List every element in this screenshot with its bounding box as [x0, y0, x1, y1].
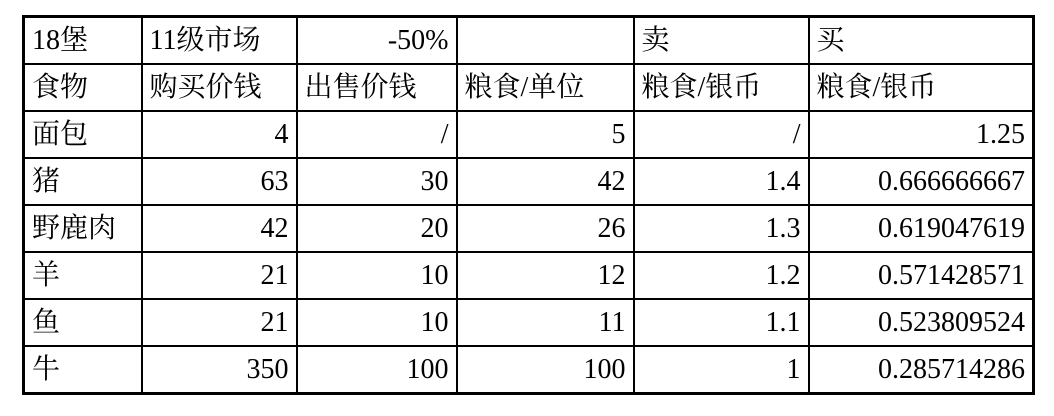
cell-buy-price: 4	[142, 111, 297, 158]
cell-buy-price: 350	[142, 346, 297, 394]
table-row	[24, 299, 1034, 346]
header-sell-food-per-silver: 粮食/银币	[634, 64, 809, 111]
header-fort: 18堡	[24, 17, 142, 65]
cell-buy-price: 21	[142, 299, 297, 346]
cell-food-per-unit: 100	[457, 346, 634, 394]
cell-buy-price: 21	[142, 252, 297, 299]
table-row-title	[24, 17, 1034, 65]
table-row	[24, 205, 1034, 252]
cell-buy-ratio: 0.523809524	[809, 299, 1034, 346]
cell-sell-price: 10	[297, 252, 457, 299]
header-sell: 卖	[634, 17, 809, 65]
header-food: 食物	[24, 64, 142, 111]
header-buy-price: 购买价钱	[142, 64, 297, 111]
cell-sell-price: 30	[297, 158, 457, 205]
cell-buy-price: 63	[142, 158, 297, 205]
cell-food-per-unit: 12	[457, 252, 634, 299]
price-table	[22, 15, 1035, 395]
cell-food-per-unit: 5	[457, 111, 634, 158]
cell-buy-price: 42	[142, 205, 297, 252]
table-row-columns	[24, 64, 1034, 111]
cell-buy-ratio: 1.25	[809, 111, 1034, 158]
cell-sell-ratio: 1	[634, 346, 809, 394]
cell-food-name: 面包	[24, 111, 142, 158]
table-row	[24, 158, 1034, 205]
cell-sell-ratio: /	[634, 111, 809, 158]
cell-buy-ratio: 0.666666667	[809, 158, 1034, 205]
cell-buy-ratio: 0.285714286	[809, 346, 1034, 394]
cell-sell-ratio: 1.4	[634, 158, 809, 205]
header-sell-price: 出售价钱	[297, 64, 457, 111]
header-discount: -50%	[297, 17, 457, 65]
cell-sell-price: 10	[297, 299, 457, 346]
cell-sell-price: /	[297, 111, 457, 158]
table-row	[24, 346, 1034, 394]
cell-buy-ratio: 0.619047619	[809, 205, 1034, 252]
cell-food-per-unit: 26	[457, 205, 634, 252]
cell-food-name: 牛	[24, 346, 142, 394]
table-row	[24, 111, 1034, 158]
cell-food-name: 猪	[24, 158, 142, 205]
cell-food-name: 鱼	[24, 299, 142, 346]
header-buy: 买	[809, 17, 1034, 65]
header-food-per-unit: 粮食/单位	[457, 64, 634, 111]
spreadsheet-region	[22, 15, 1035, 395]
cell-sell-price: 100	[297, 346, 457, 394]
cell-sell-ratio: 1.1	[634, 299, 809, 346]
header-buy-food-per-silver: 粮食/银币	[809, 64, 1034, 111]
cell-food-per-unit: 11	[457, 299, 634, 346]
cell-buy-ratio: 0.571428571	[809, 252, 1034, 299]
header-market-level: 11级市场	[142, 17, 297, 65]
cell-sell-ratio: 1.2	[634, 252, 809, 299]
cell-food-per-unit: 42	[457, 158, 634, 205]
cell-food-name: 野鹿肉	[24, 205, 142, 252]
cell-food-name: 羊	[24, 252, 142, 299]
cell-sell-price: 20	[297, 205, 457, 252]
cell-sell-ratio: 1.3	[634, 205, 809, 252]
header-blank-cell	[457, 17, 634, 65]
table-row	[24, 252, 1034, 299]
